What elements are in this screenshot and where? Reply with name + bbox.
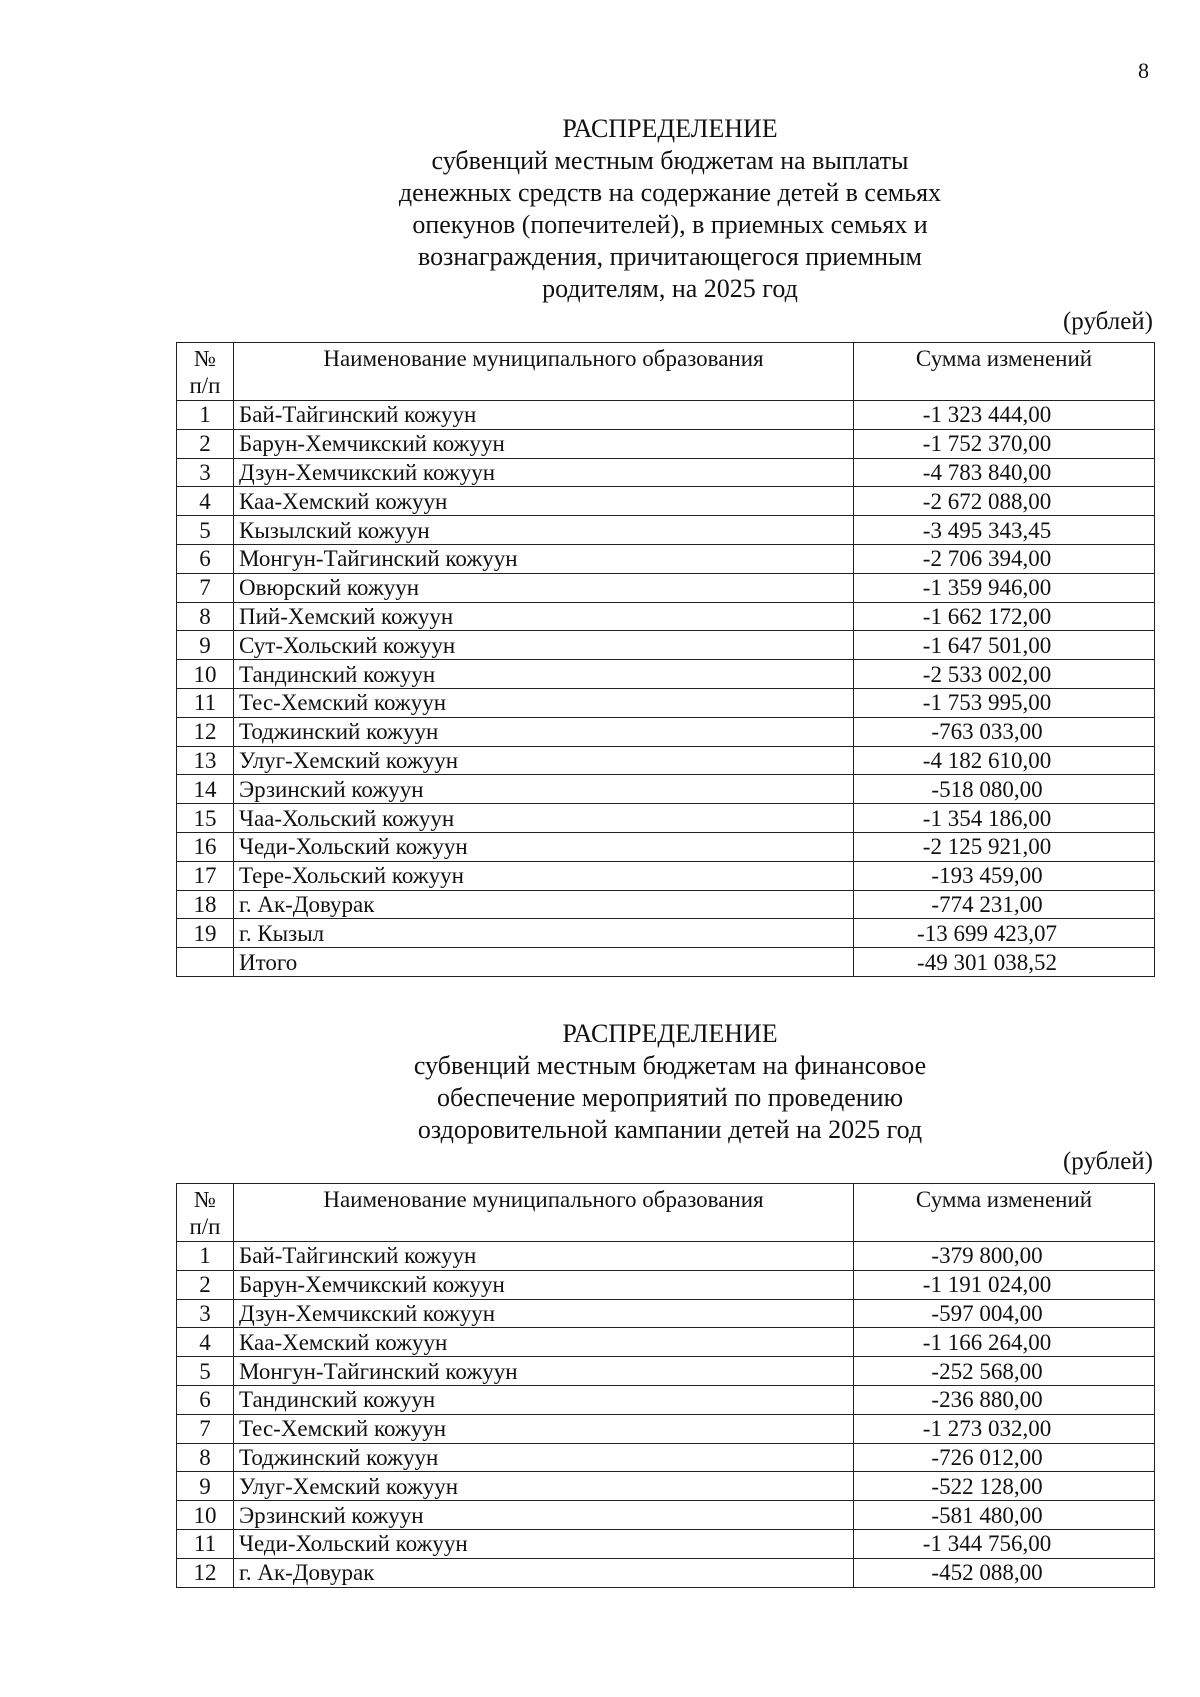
row-number: 13 bbox=[177, 746, 234, 775]
row-name: Чеди-Хольский кожуун bbox=[234, 832, 854, 861]
header-sum: Сумма изменений bbox=[854, 1184, 1155, 1242]
row-sum: -252 568,00 bbox=[854, 1357, 1155, 1386]
row-number: 6 bbox=[177, 1385, 234, 1414]
table-row bbox=[177, 602, 1155, 631]
row-name: Дзун-Хемчикский кожуун bbox=[234, 458, 854, 487]
row-name: Чаа-Хольский кожуун bbox=[234, 804, 854, 833]
table-row bbox=[177, 631, 1155, 660]
row-number: 10 bbox=[177, 1501, 234, 1530]
row-name: Дзун-Хемчикский кожуун bbox=[234, 1299, 854, 1328]
row-sum: -763 033,00 bbox=[854, 717, 1155, 746]
row-number: 8 bbox=[177, 602, 234, 631]
row-number: 4 bbox=[177, 487, 234, 516]
section2-heading bbox=[170, 1018, 1170, 1146]
table-row bbox=[177, 487, 1155, 516]
table-row bbox=[177, 458, 1155, 487]
header-number-line1: № bbox=[194, 1187, 216, 1212]
row-number: 2 bbox=[177, 1270, 234, 1299]
section2-subtitle-line: обеспечение мероприятий по проведению bbox=[436, 1083, 904, 1112]
table-row bbox=[177, 1443, 1155, 1472]
row-name: Тоджинский кожуун bbox=[234, 1443, 854, 1472]
table-body bbox=[177, 1242, 1155, 1588]
row-name: Улуг-Хемский кожуун bbox=[234, 746, 854, 775]
row-number: 3 bbox=[177, 1299, 234, 1328]
row-sum: -581 480,00 bbox=[854, 1501, 1155, 1530]
row-sum: -1 191 024,00 bbox=[854, 1270, 1155, 1299]
row-name: г. Ак-Довурак bbox=[234, 890, 854, 919]
row-sum: -518 080,00 bbox=[854, 775, 1155, 804]
row-number: 7 bbox=[177, 573, 234, 602]
table-row bbox=[177, 1270, 1155, 1299]
row-sum: -2 672 088,00 bbox=[854, 487, 1155, 516]
row-sum: -2 533 002,00 bbox=[854, 660, 1155, 689]
row-number: 18 bbox=[177, 890, 234, 919]
row-sum: -379 800,00 bbox=[854, 1242, 1155, 1271]
table-header-row bbox=[177, 343, 1155, 401]
table-row bbox=[177, 688, 1155, 717]
row-number: 17 bbox=[177, 861, 234, 890]
row-number: 2 bbox=[177, 429, 234, 458]
table-row bbox=[177, 890, 1155, 919]
table-header-row bbox=[177, 1184, 1155, 1242]
row-number: 16 bbox=[177, 832, 234, 861]
row-number: 10 bbox=[177, 660, 234, 689]
row-number bbox=[177, 948, 234, 977]
row-name: Каа-Хемский кожуун bbox=[234, 487, 854, 516]
row-number: 6 bbox=[177, 544, 234, 573]
row-name: Итого bbox=[234, 948, 854, 977]
row-name: г. Кызыл bbox=[234, 919, 854, 948]
header-number-line2: п/п bbox=[189, 1214, 221, 1239]
row-sum: -1 344 756,00 bbox=[854, 1529, 1155, 1558]
section1-subtitle-line: денежных средств на содержание детей в семьях bbox=[398, 178, 942, 207]
row-sum: -726 012,00 bbox=[854, 1443, 1155, 1472]
header-name: Наименование муниципального образования bbox=[234, 343, 854, 401]
table-row bbox=[177, 1357, 1155, 1386]
table-body bbox=[177, 401, 1155, 977]
page-number: 8 bbox=[1138, 58, 1149, 83]
row-sum: -1 273 032,00 bbox=[854, 1414, 1155, 1443]
row-name: Тес-Хемский кожуун bbox=[234, 688, 854, 717]
header-number-line2: п/п bbox=[189, 373, 221, 398]
row-name: Кызылский кожуун bbox=[234, 516, 854, 545]
header-sum: Сумма изменений bbox=[854, 343, 1155, 401]
row-number: 5 bbox=[177, 1357, 234, 1386]
row-sum: -1 647 501,00 bbox=[854, 631, 1155, 660]
table-row bbox=[177, 832, 1155, 861]
row-name: Тере-Хольский кожуун bbox=[234, 861, 854, 890]
table-row bbox=[177, 804, 1155, 833]
header-number bbox=[177, 1184, 234, 1242]
row-number: 1 bbox=[177, 401, 234, 430]
row-number: 15 bbox=[177, 804, 234, 833]
section2-units: (рублей) bbox=[1062, 1148, 1153, 1175]
section2-table bbox=[176, 1183, 1155, 1588]
row-sum: -3 495 343,45 bbox=[854, 516, 1155, 545]
row-number: 8 bbox=[177, 1443, 234, 1472]
row-sum: -597 004,00 bbox=[854, 1299, 1155, 1328]
row-number: 7 bbox=[177, 1414, 234, 1443]
row-sum: -1 166 264,00 bbox=[854, 1328, 1155, 1357]
row-name: Улуг-Хемский кожуун bbox=[234, 1472, 854, 1501]
row-sum: -1 753 995,00 bbox=[854, 688, 1155, 717]
row-name: Каа-Хемский кожуун bbox=[234, 1328, 854, 1357]
row-sum: -49 301 038,52 bbox=[854, 948, 1155, 977]
table-row bbox=[177, 919, 1155, 948]
row-number: 14 bbox=[177, 775, 234, 804]
row-sum: -1 662 172,00 bbox=[854, 602, 1155, 631]
section1-table bbox=[176, 342, 1155, 977]
row-name: Овюрский кожуун bbox=[234, 573, 854, 602]
table-row bbox=[177, 516, 1155, 545]
row-sum: -774 231,00 bbox=[854, 890, 1155, 919]
table-row bbox=[177, 573, 1155, 602]
row-name: Пий-Хемский кожуун bbox=[234, 602, 854, 631]
row-number: 5 bbox=[177, 516, 234, 545]
row-sum: -193 459,00 bbox=[854, 861, 1155, 890]
section1-heading bbox=[170, 113, 1170, 305]
section2-subtitle-line: субвенций местным бюджетам на финансовое bbox=[413, 1051, 927, 1080]
row-name: Тоджинский кожуун bbox=[234, 717, 854, 746]
section1-subtitle-line: родителям, на 2025 год bbox=[542, 274, 798, 303]
row-name: Тес-Хемский кожуун bbox=[234, 1414, 854, 1443]
row-name: Тандинский кожуун bbox=[234, 660, 854, 689]
table-row bbox=[177, 861, 1155, 890]
row-name: Сут-Хольский кожуун bbox=[234, 631, 854, 660]
row-sum: -2 706 394,00 bbox=[854, 544, 1155, 573]
row-sum: -522 128,00 bbox=[854, 1472, 1155, 1501]
row-sum: -452 088,00 bbox=[854, 1558, 1155, 1587]
row-number: 4 bbox=[177, 1328, 234, 1357]
row-name: Чеди-Хольский кожуун bbox=[234, 1529, 854, 1558]
row-number: 19 bbox=[177, 919, 234, 948]
row-name: Тандинский кожуун bbox=[234, 1385, 854, 1414]
section1-title: РАСПРЕДЕЛЕНИЕ bbox=[562, 114, 778, 143]
section1-subtitle-line: субвенций местным бюджетам на выплаты bbox=[431, 146, 909, 175]
section2-subtitle-line: оздоровительной кампании детей на 2025 год bbox=[417, 1115, 923, 1144]
row-number: 11 bbox=[177, 1529, 234, 1558]
row-number: 9 bbox=[177, 1472, 234, 1501]
row-number: 11 bbox=[177, 688, 234, 717]
table-row bbox=[177, 948, 1155, 977]
table-row bbox=[177, 775, 1155, 804]
row-sum: -1 752 370,00 bbox=[854, 429, 1155, 458]
row-sum: -236 880,00 bbox=[854, 1385, 1155, 1414]
header-number-line1: № bbox=[194, 346, 216, 371]
row-name: Бай-Тайгинский кожуун bbox=[234, 1242, 854, 1271]
table-row bbox=[177, 1414, 1155, 1443]
table-row bbox=[177, 717, 1155, 746]
row-number: 12 bbox=[177, 717, 234, 746]
row-name: Монгун-Тайгинский кожуун bbox=[234, 544, 854, 573]
table-row bbox=[177, 1501, 1155, 1530]
row-number: 3 bbox=[177, 458, 234, 487]
row-name: Эрзинский кожуун bbox=[234, 1501, 854, 1530]
row-name: г. Ак-Довурак bbox=[234, 1558, 854, 1587]
table-row bbox=[177, 1472, 1155, 1501]
table-row bbox=[177, 1242, 1155, 1271]
row-name: Бай-Тайгинский кожуун bbox=[234, 401, 854, 430]
section2-title: РАСПРЕДЕЛЕНИЕ bbox=[562, 1019, 778, 1048]
row-sum: -4 182 610,00 bbox=[854, 746, 1155, 775]
row-sum: -1 354 186,00 bbox=[854, 804, 1155, 833]
header-number bbox=[177, 343, 234, 401]
row-name: Барун-Хемчикский кожуун bbox=[234, 429, 854, 458]
table-row bbox=[177, 429, 1155, 458]
section1-subtitle-line: опекунов (попечителей), в приемных семьях и bbox=[412, 210, 928, 239]
table-row bbox=[177, 746, 1155, 775]
row-number: 12 bbox=[177, 1558, 234, 1587]
row-sum: -4 783 840,00 bbox=[854, 458, 1155, 487]
row-name: Эрзинский кожуун bbox=[234, 775, 854, 804]
row-sum: -1 323 444,00 bbox=[854, 401, 1155, 430]
table-row bbox=[177, 1299, 1155, 1328]
table-row bbox=[177, 1328, 1155, 1357]
row-name: Барун-Хемчикский кожуун bbox=[234, 1270, 854, 1299]
row-sum: -2 125 921,00 bbox=[854, 832, 1155, 861]
row-sum: -13 699 423,07 bbox=[854, 919, 1155, 948]
table-row bbox=[177, 544, 1155, 573]
table-row bbox=[177, 1385, 1155, 1414]
table-row bbox=[177, 660, 1155, 689]
table-row bbox=[177, 1529, 1155, 1558]
section1-units: (рублей) bbox=[1062, 308, 1153, 335]
row-number: 9 bbox=[177, 631, 234, 660]
table-row bbox=[177, 1558, 1155, 1587]
table-row bbox=[177, 401, 1155, 430]
section1-subtitle-line: вознаграждения, причитающегося приемным bbox=[418, 242, 922, 271]
row-sum: -1 359 946,00 bbox=[854, 573, 1155, 602]
row-name: Монгун-Тайгинский кожуун bbox=[234, 1357, 854, 1386]
header-name: Наименование муниципального образования bbox=[234, 1184, 854, 1242]
row-number: 1 bbox=[177, 1242, 234, 1271]
